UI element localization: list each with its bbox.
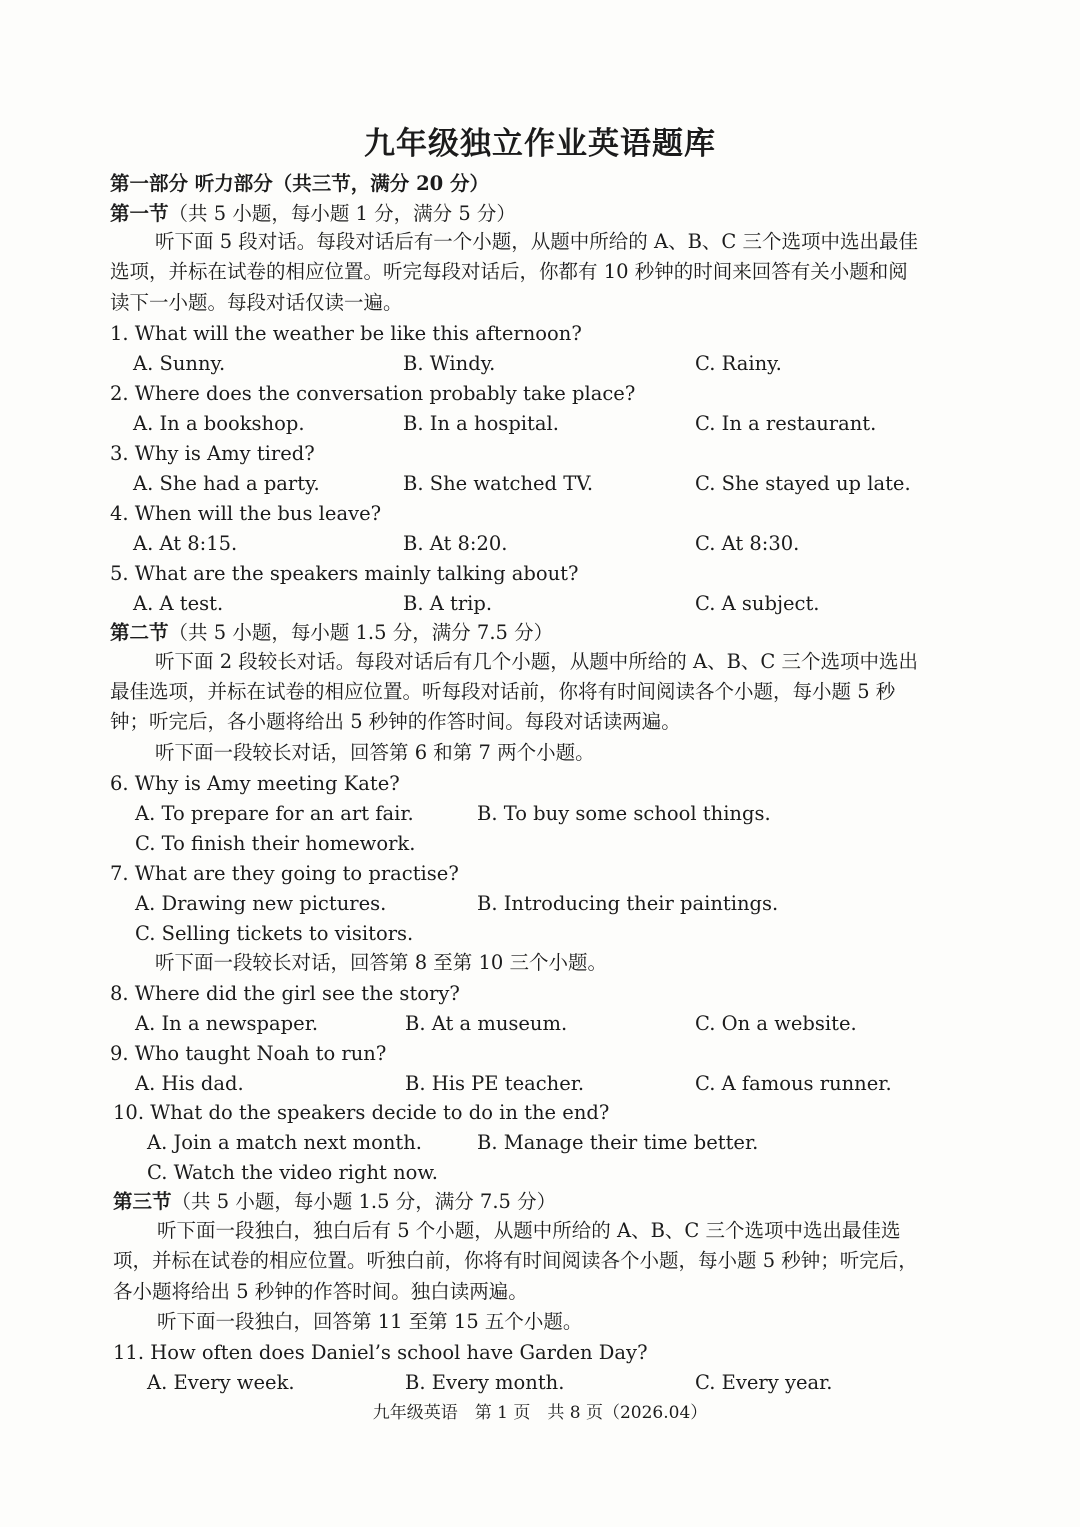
section3-instruction-1: 听下面一段独白，独白后有 5 个小题，从题中所给的 A、B、C 三个选项中选出最佳选: [157, 1219, 901, 1242]
question-1: 1. What will the weather be like this afternoon?: [110, 322, 582, 345]
q3-option-b: B. She watched TV.: [403, 472, 594, 495]
q10-option-c: C. Watch the video right now.: [147, 1161, 438, 1184]
q8-option-c: C. On a website.: [695, 1012, 857, 1035]
question-4: 4. When will the bus leave?: [110, 502, 382, 525]
q11-option-b: B. Every month.: [405, 1371, 565, 1394]
q9-option-a: A. His dad.: [135, 1072, 244, 1095]
q1-option-b: B. Windy.: [403, 352, 496, 375]
q10-option-b: B. Manage their time better.: [477, 1131, 759, 1154]
section2-lead-2: 听下面一段较长对话，回答第 8 至第 10 三个小题。: [155, 951, 608, 974]
section1-heading: 第一节: [110, 202, 169, 225]
q5-option-c: C. A subject.: [695, 592, 820, 615]
q2-option-b: B. In a hospital.: [403, 412, 559, 435]
section1-header: [110, 201, 516, 227]
section1-instruction-1: 听下面 5 段对话。每段对话后有一个小题，从题中所给的 A、B、C 三个选项中选出最佳: [155, 230, 919, 253]
q9-option-c: C. A famous runner.: [695, 1072, 892, 1095]
page-footer: 九年级英语 第 1 页 共 8 页（2026.04）: [372, 1403, 708, 1423]
q8-option-b: B. At a museum.: [405, 1012, 568, 1035]
q1-option-a: A. Sunny.: [133, 352, 226, 375]
question-8: 8. Where did the girl see the story?: [110, 982, 460, 1005]
q6-option-c: C. To finish their homework.: [135, 832, 416, 855]
section3-instruction-2: 项，并标在试卷的相应位置。听独白前，你将有时间阅读各个小题，每小题 5 秒钟；听完后，: [113, 1249, 918, 1272]
q4-option-c: C. At 8:30.: [695, 532, 800, 555]
q11-option-a: A. Every week.: [147, 1371, 295, 1394]
q3-option-a: A. She had a party.: [133, 472, 320, 495]
section1-instruction-3: 读下一小题。每段对话仅读一遍。: [110, 291, 403, 314]
q2-option-a: A. In a bookshop.: [133, 412, 305, 435]
question-7: 7. What are they going to practise?: [110, 862, 459, 885]
q4-option-b: B. At 8:20.: [403, 532, 508, 555]
section3-instruction-3: 各小题将给出 5 秒钟的作答时间。独白读两遍。: [113, 1280, 528, 1303]
question-3: 3. Why is Amy tired?: [110, 442, 315, 465]
section3-header: [113, 1189, 556, 1215]
question-2: 2. Where does the conversation probably take place?: [110, 382, 636, 405]
q7-option-b: B. Introducing their paintings.: [477, 892, 779, 915]
section2-instruction-2: 最佳选项，并标在试卷的相应位置。听每段对话前，你将有时间阅读各个小题，每小题 5 秒: [110, 680, 896, 703]
q1-option-c: C. Rainy.: [695, 352, 782, 375]
section2-instruction-1: 听下面 2 段较长对话。每段对话后有几个小题，从题中所给的 A、B、C 三个选项中选出: [155, 650, 919, 673]
section1-note: （共 5 小题，每小题 1 分，满分 5 分）: [168, 202, 516, 225]
page-title: 九年级独立作业英语题库: [364, 126, 716, 162]
question-10: 10. What do the speakers decide to do in the end?: [113, 1101, 610, 1124]
q7-option-a: A. Drawing new pictures.: [135, 892, 387, 915]
question-5: 5. What are the speakers mainly talking about?: [110, 562, 579, 585]
q5-option-a: A. A test.: [133, 592, 224, 615]
section3-note: （共 5 小题，每小题 1.5 分，满分 7.5 分）: [171, 1190, 557, 1213]
section2-lead-1: 听下面一段较长对话，回答第 6 和第 7 两个小题。: [155, 741, 595, 764]
question-6: 6. Why is Amy meeting Kate?: [110, 772, 400, 795]
section1-instruction-2: 选项，并标在试卷的相应位置。听完每段对话后，你都有 10 秒钟的时间来回答有关小题和阅: [110, 260, 908, 283]
section2-heading: 第二节: [110, 621, 169, 644]
q11-option-c: C. Every year.: [695, 1371, 833, 1394]
section2-header: [110, 620, 553, 646]
question-11: 11. How often does Daniel’s school have Garden Day?: [113, 1341, 648, 1364]
section3-lead: 听下面一段独白，回答第 11 至第 15 五个小题。: [157, 1310, 583, 1333]
q7-option-c: C. Selling tickets to visitors.: [135, 922, 414, 945]
section3-heading: 第三节: [113, 1190, 172, 1213]
q6-option-a: A. To prepare for an art fair.: [135, 802, 414, 825]
part1-heading: 第一部分 听力部分（共三节，满分 20 分）: [110, 172, 490, 195]
q2-option-c: C. In a restaurant.: [695, 412, 877, 435]
q6-option-b: B. To buy some school things.: [477, 802, 771, 825]
q10-option-a: A. Join a match next month.: [147, 1131, 422, 1154]
question-9: 9. Who taught Noah to run?: [110, 1042, 387, 1065]
section2-instruction-3: 钟；听完后，各小题将给出 5 秒钟的作答时间。每段对话读两遍。: [110, 710, 681, 733]
section2-note: （共 5 小题，每小题 1.5 分，满分 7.5 分）: [168, 621, 554, 644]
q5-option-b: B. A trip.: [403, 592, 493, 615]
q9-option-b: B. His PE teacher.: [405, 1072, 585, 1095]
q4-option-a: A. At 8:15.: [133, 532, 238, 555]
q8-option-a: A. In a newspaper.: [135, 1012, 319, 1035]
q3-option-c: C. She stayed up late.: [695, 472, 911, 495]
